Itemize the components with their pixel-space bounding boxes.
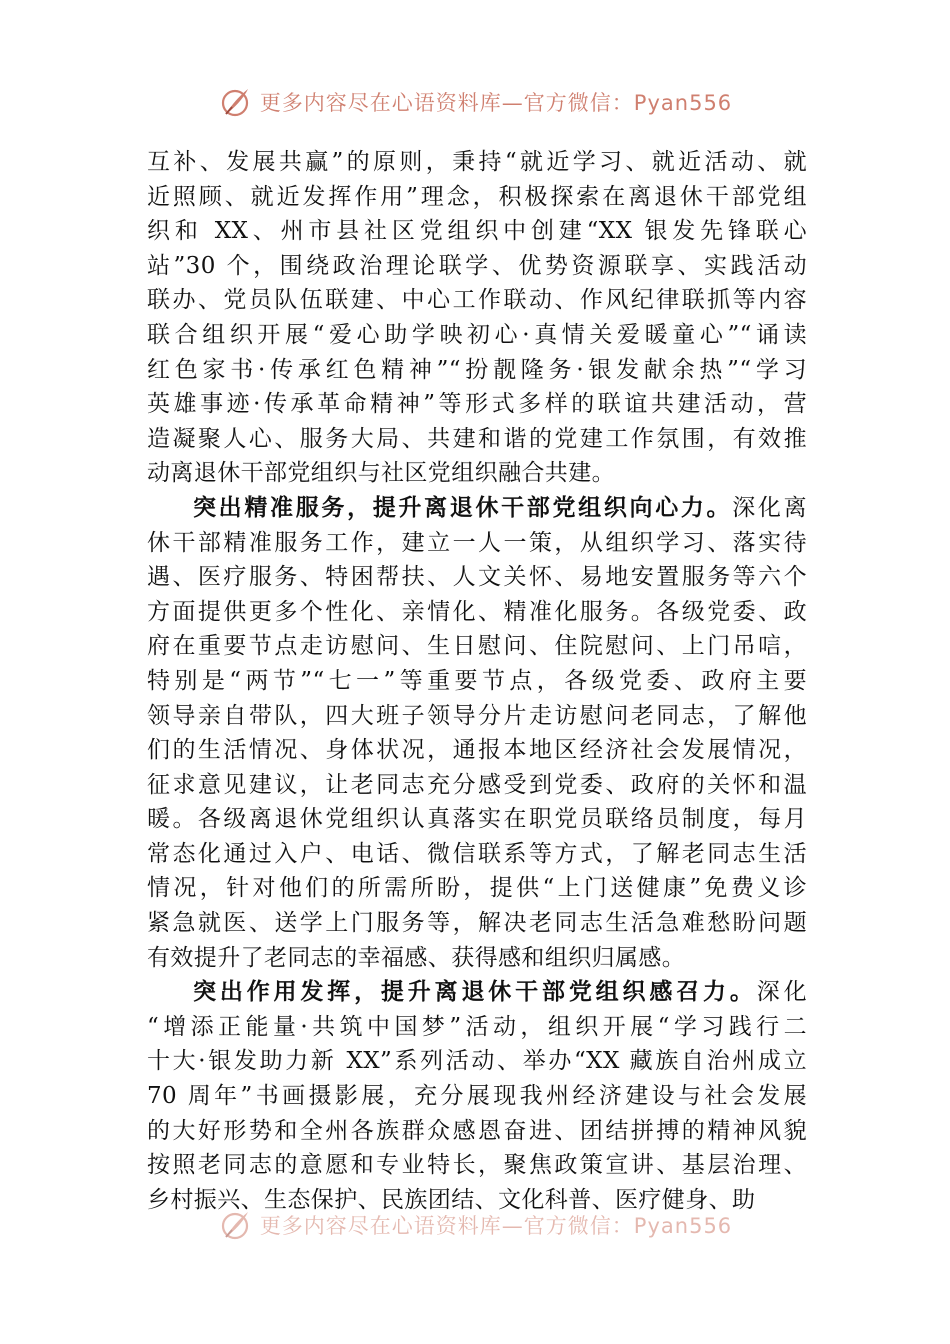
feather-pen-logo-icon — [218, 85, 252, 119]
text-line — [147, 802, 807, 837]
text-line — [147, 699, 807, 734]
line-text: 情况，针对他们的所需所盼，提供“上门送健康”免费义诊 — [147, 875, 807, 902]
text-line — [147, 1079, 807, 1114]
line-text: 站”30 个，围绕政治理论联学、优势资源联享、实践活动 — [147, 252, 807, 279]
line-text: 互补、发展共赢”的原则，秉持“就近学习、就近活动、就 — [147, 149, 807, 175]
text-line — [147, 629, 807, 664]
line-text: 暖。各级离退休党组织认真落实在职党员联络员制度，每月 — [147, 806, 807, 833]
text-line — [147, 318, 807, 353]
text-line — [147, 871, 807, 906]
text-line — [147, 906, 807, 941]
text-line — [147, 526, 807, 561]
line-text: 动离退休干部党组织与社区党组织融合共建。 — [147, 460, 615, 487]
text-line — [147, 353, 807, 388]
line-text: 深化 — [756, 979, 807, 1006]
line-text: 近照顾、就近发挥作用”理念，积极探索在离退休干部党组 — [147, 183, 807, 210]
text-line — [147, 941, 807, 976]
watermark-text: 更多内容尽在心语资料库—官方微信：Pyan556 — [259, 1214, 733, 1238]
line-text: 特别是“两节”“七一”等重要节点，各级党委、政府主要 — [147, 667, 807, 694]
feather-pen-logo-icon — [218, 1208, 252, 1242]
line-text: 造凝聚人心、服务大局、共建和谐的党建工作氛围，有效推 — [147, 425, 807, 452]
text-line — [147, 249, 807, 284]
text-line — [147, 560, 807, 595]
line-text: 织和 XX、州市县社区党组织中创建“XX 银发先锋联心 — [147, 218, 807, 245]
text-line — [147, 491, 807, 526]
line-text: 红色家书·传承红色精神”“扮靓隆务·银发献余热”“学习 — [147, 356, 807, 383]
paragraph-heading: 突出作用发挥，提升离退休干部党组织感召力。 — [193, 978, 757, 1006]
watermark-text: 更多内容尽在心语资料库—官方微信：Pyan556 — [259, 91, 733, 115]
text-line — [147, 1044, 807, 1079]
text-line — [147, 456, 807, 491]
text-line — [147, 145, 807, 180]
line-text: 十大·银发助力新 XX”系列活动、举办“XX 藏族自治州成立 — [147, 1048, 807, 1075]
line-text: 按照老同志的意愿和专业特长，聚焦政策宣讲、基层治理、 — [147, 1152, 807, 1179]
line-text: 联办、党员队伍联建、中心工作联动、作风纪律联抓等内容 — [147, 287, 807, 314]
document-body — [147, 145, 807, 1217]
text-line — [147, 664, 807, 699]
text-line — [147, 387, 807, 422]
line-text: 乡村振兴、生态保护、民族团结、文化科普、医疗健身、助 — [147, 1186, 756, 1213]
text-line — [147, 422, 807, 457]
line-text: 方面提供更多个性化、亲情化、精准化服务。各级党委、政 — [147, 598, 807, 625]
text-line — [147, 1010, 807, 1045]
line-text: 府在重要节点走访慰问、生日慰问、住院慰问、上门吊唁， — [147, 633, 807, 660]
line-text: 领导亲自带队，四大班子领导分片走访慰问老同志，了解他 — [147, 702, 807, 729]
line-text: 深化离 — [732, 494, 807, 521]
text-line — [147, 283, 807, 318]
line-text: 遇、医疗服务、特困帮扶、人文关怀、易地安置服务等六个 — [147, 564, 807, 591]
line-text: 常态化通过入户、电话、微信联系等方式，了解老同志生活 — [147, 840, 807, 867]
paragraph — [147, 491, 807, 975]
paragraph-heading: 突出精准服务，提升离退休干部党组织向心力。 — [193, 493, 733, 521]
text-line — [147, 768, 807, 803]
line-text: 英雄事迹·传承革命精神”等形式多样的联谊共建活动，营 — [147, 391, 807, 418]
text-line — [147, 975, 807, 1010]
text-line — [147, 595, 807, 630]
watermark-header — [0, 82, 950, 122]
line-text: 联合组织开展“爱心助学映初心·真情关爱暖童心”“诵读 — [147, 321, 807, 348]
line-text: 70 周年”书画摄影展，充分展现我州经济建设与社会发展 — [147, 1083, 807, 1110]
line-text: 们的生活情况、身体状况，通报本地区经济社会发展情况， — [147, 737, 807, 764]
line-text: 有效提升了老同志的幸福感、获得感和组织归属感。 — [147, 944, 686, 971]
line-text: “增添正能量·共筑中国梦”活动，组织开展“学习践行二 — [147, 1013, 807, 1040]
text-line — [147, 733, 807, 768]
text-line — [147, 214, 807, 249]
text-line — [147, 1148, 807, 1183]
text-line — [147, 1114, 807, 1149]
text-line — [147, 180, 807, 215]
paragraph — [147, 145, 807, 491]
text-line — [147, 837, 807, 872]
line-text: 征求意见建议，让老同志充分感受到党委、政府的关怀和温 — [147, 771, 807, 798]
line-text: 休干部精准服务工作，建立一人一策，从组织学习、落实待 — [147, 529, 807, 556]
paragraph — [147, 975, 807, 1217]
watermark-footer — [0, 1205, 950, 1245]
line-text: 的大好形势和全州各族群众感恩奋进、团结拼搏的精神风貌 — [147, 1117, 807, 1144]
line-text: 紧急就医、送学上门服务等，解决老同志生活急难愁盼问题 — [147, 910, 807, 937]
